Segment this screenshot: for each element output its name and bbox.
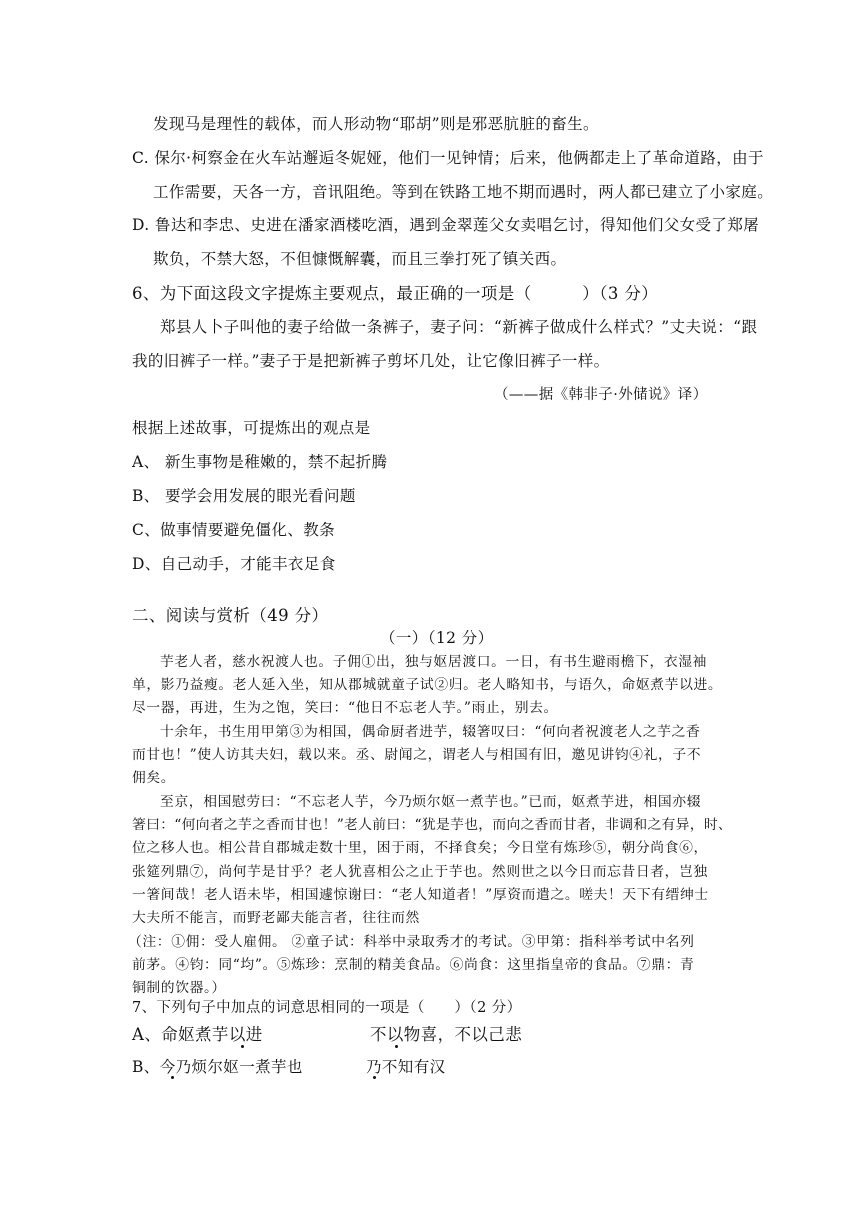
passage-line: 位之移人也。相公昔自郡城走数十里，困于雨，不择食矣；今日堂有炼珍⑤，朝分尚食⑥， bbox=[132, 840, 708, 856]
passage-1-heading: （一）（12 分） bbox=[380, 629, 494, 647]
passage-line: 尽一器，再进，生为之饱，笑曰：“他日不忘老人芋。”雨止，别去。 bbox=[132, 700, 558, 716]
q6-source: （——据《韩非子·外储说》译） bbox=[494, 387, 708, 403]
passage-note: 前茅。④钧：同“均”。⑤炼珍：烹制的精美食品。⑥尚食：这里指皇帝的食品。⑦鼎：青 bbox=[132, 957, 695, 973]
q7-option-b-right: 乃不知有汉 bbox=[366, 1058, 446, 1076]
q5-option-c-line2: 工作需要，天各一方，音讯阻绝。等到在铁路工地不期而遇时，两人都已建立了小家庭。 bbox=[153, 183, 774, 201]
passage-line: 张筵列鼎⑦，尚何芋是甘乎？老人犹喜相公之止于芋也。然则世之以今日而忘昔日者，岂独 bbox=[132, 864, 708, 880]
passage-line: 佣矣。 bbox=[132, 770, 176, 786]
q6-lead: 根据上述故事，可提炼出的观点是 bbox=[132, 419, 371, 437]
passage-line: 芋老人者，慈水祝渡人也。子佣①出，独与妪居渡口。一日，有书生避雨檐下，衣湿袖 bbox=[160, 654, 708, 670]
q5-option-d-line1: D. 鲁达和李忠、史进在潘家酒楼吃酒，遇到金翠莲父女卖唱乞讨，得知他们父女受了郑屠 bbox=[132, 216, 760, 234]
emphasis-dot bbox=[241, 1045, 244, 1048]
q6-option-a: A、 新生事物是稚嫩的，禁不起折腾 bbox=[132, 453, 388, 471]
passage-line: 十余年，书生用甲第③为相国，偶命厨者进芋，辍箸叹曰：“何向者祝渡老人之芋之香 bbox=[160, 724, 701, 740]
passage-line: 至京，相国慰劳曰：“不忘老人芋，今乃烦尔妪一煮芋也。”已而，妪煮芋进，相国亦辍 bbox=[160, 794, 702, 810]
emphasis-dot bbox=[171, 1076, 174, 1079]
passage-note: （注：①佣：受人雇佣。 ②童子试：科举中录取秀才的考试。③甲第：指科举考试中名列 bbox=[128, 934, 695, 950]
passage-line: 而甘也！”使人访其夫妇，载以来。丞、尉闻之，谓老人与相国有旧，邀见讲钧④礼，子不 bbox=[132, 747, 702, 763]
q6-option-b: B、 要学会用发展的眼光看问题 bbox=[132, 487, 356, 505]
passage-line: 箸曰：“何向者之芋之香而甘也！”老人前曰：“犹是芋也，而向之香而甘者，非调和之有异，时、 bbox=[132, 817, 733, 833]
passage-line: 单，影乃益瘦。老人延入坐，知从郡城就童子试②归。老人略知书，与语久，命妪煮芋以进。 bbox=[132, 677, 723, 693]
emphasis-dot bbox=[395, 1045, 398, 1048]
passage-line: 大夫所不能言，而野老鄙夫能言者，往往而然 bbox=[132, 910, 420, 926]
q6-stem: 6、为下面这段文字提炼主要观点，最正确的一项是（ ）（3 分） bbox=[132, 284, 659, 303]
q6-passage-line2: 我的旧裤子一样。”妻子于是把新裤子剪坏几处，让它像旧裤子一样。 bbox=[132, 352, 610, 370]
q7-stem: 7、下列句子中加点的词意思相同的一项是（ ）（2 分） bbox=[132, 1000, 522, 1016]
q6-option-c: C、做事情要避免僵化、教条 bbox=[132, 521, 336, 539]
passage-line: 一箸间哉！老人语未毕，相国遽惊谢曰：“老人知道者！”厚资而遣之。嗟夫！天下有缙绅士 bbox=[132, 887, 709, 903]
q5-option-b-line2: 发现马是理性的载体，而人形动物“耶胡”则是邪恶肮脏的畜生。 bbox=[153, 115, 599, 133]
q5-option-c-line1: C. 保尔·柯察金在火车站邂逅冬妮娅，他们一见钟情；后来，他俩都走上了革命道路，由于 bbox=[132, 149, 764, 167]
passage-note: 铜制的饮器。） bbox=[132, 980, 226, 996]
q6-option-d: D、自己动手，才能丰衣足食 bbox=[132, 555, 336, 573]
q5-option-d-line2: 欺负，不禁大怒，不但慷慨解囊，而且三拳打死了镇关西。 bbox=[153, 250, 567, 268]
emphasis-dot bbox=[373, 1076, 376, 1079]
q7-option-a-right: 不以物喜，不以己悲 bbox=[370, 1025, 523, 1044]
q7-option-b-left: B、今乃烦尔妪一煮芋也 bbox=[132, 1058, 303, 1076]
q6-passage-line1: 郑县人卜子叫他的妻子给做一条裤子，妻子问：“新裤子做成什么样式？”丈夫说：“跟 bbox=[160, 318, 758, 336]
q7-option-a-left: A、命妪煮芋以进 bbox=[132, 1025, 263, 1044]
section-2-title: 二、阅读与赏析（49 分） bbox=[132, 606, 329, 625]
